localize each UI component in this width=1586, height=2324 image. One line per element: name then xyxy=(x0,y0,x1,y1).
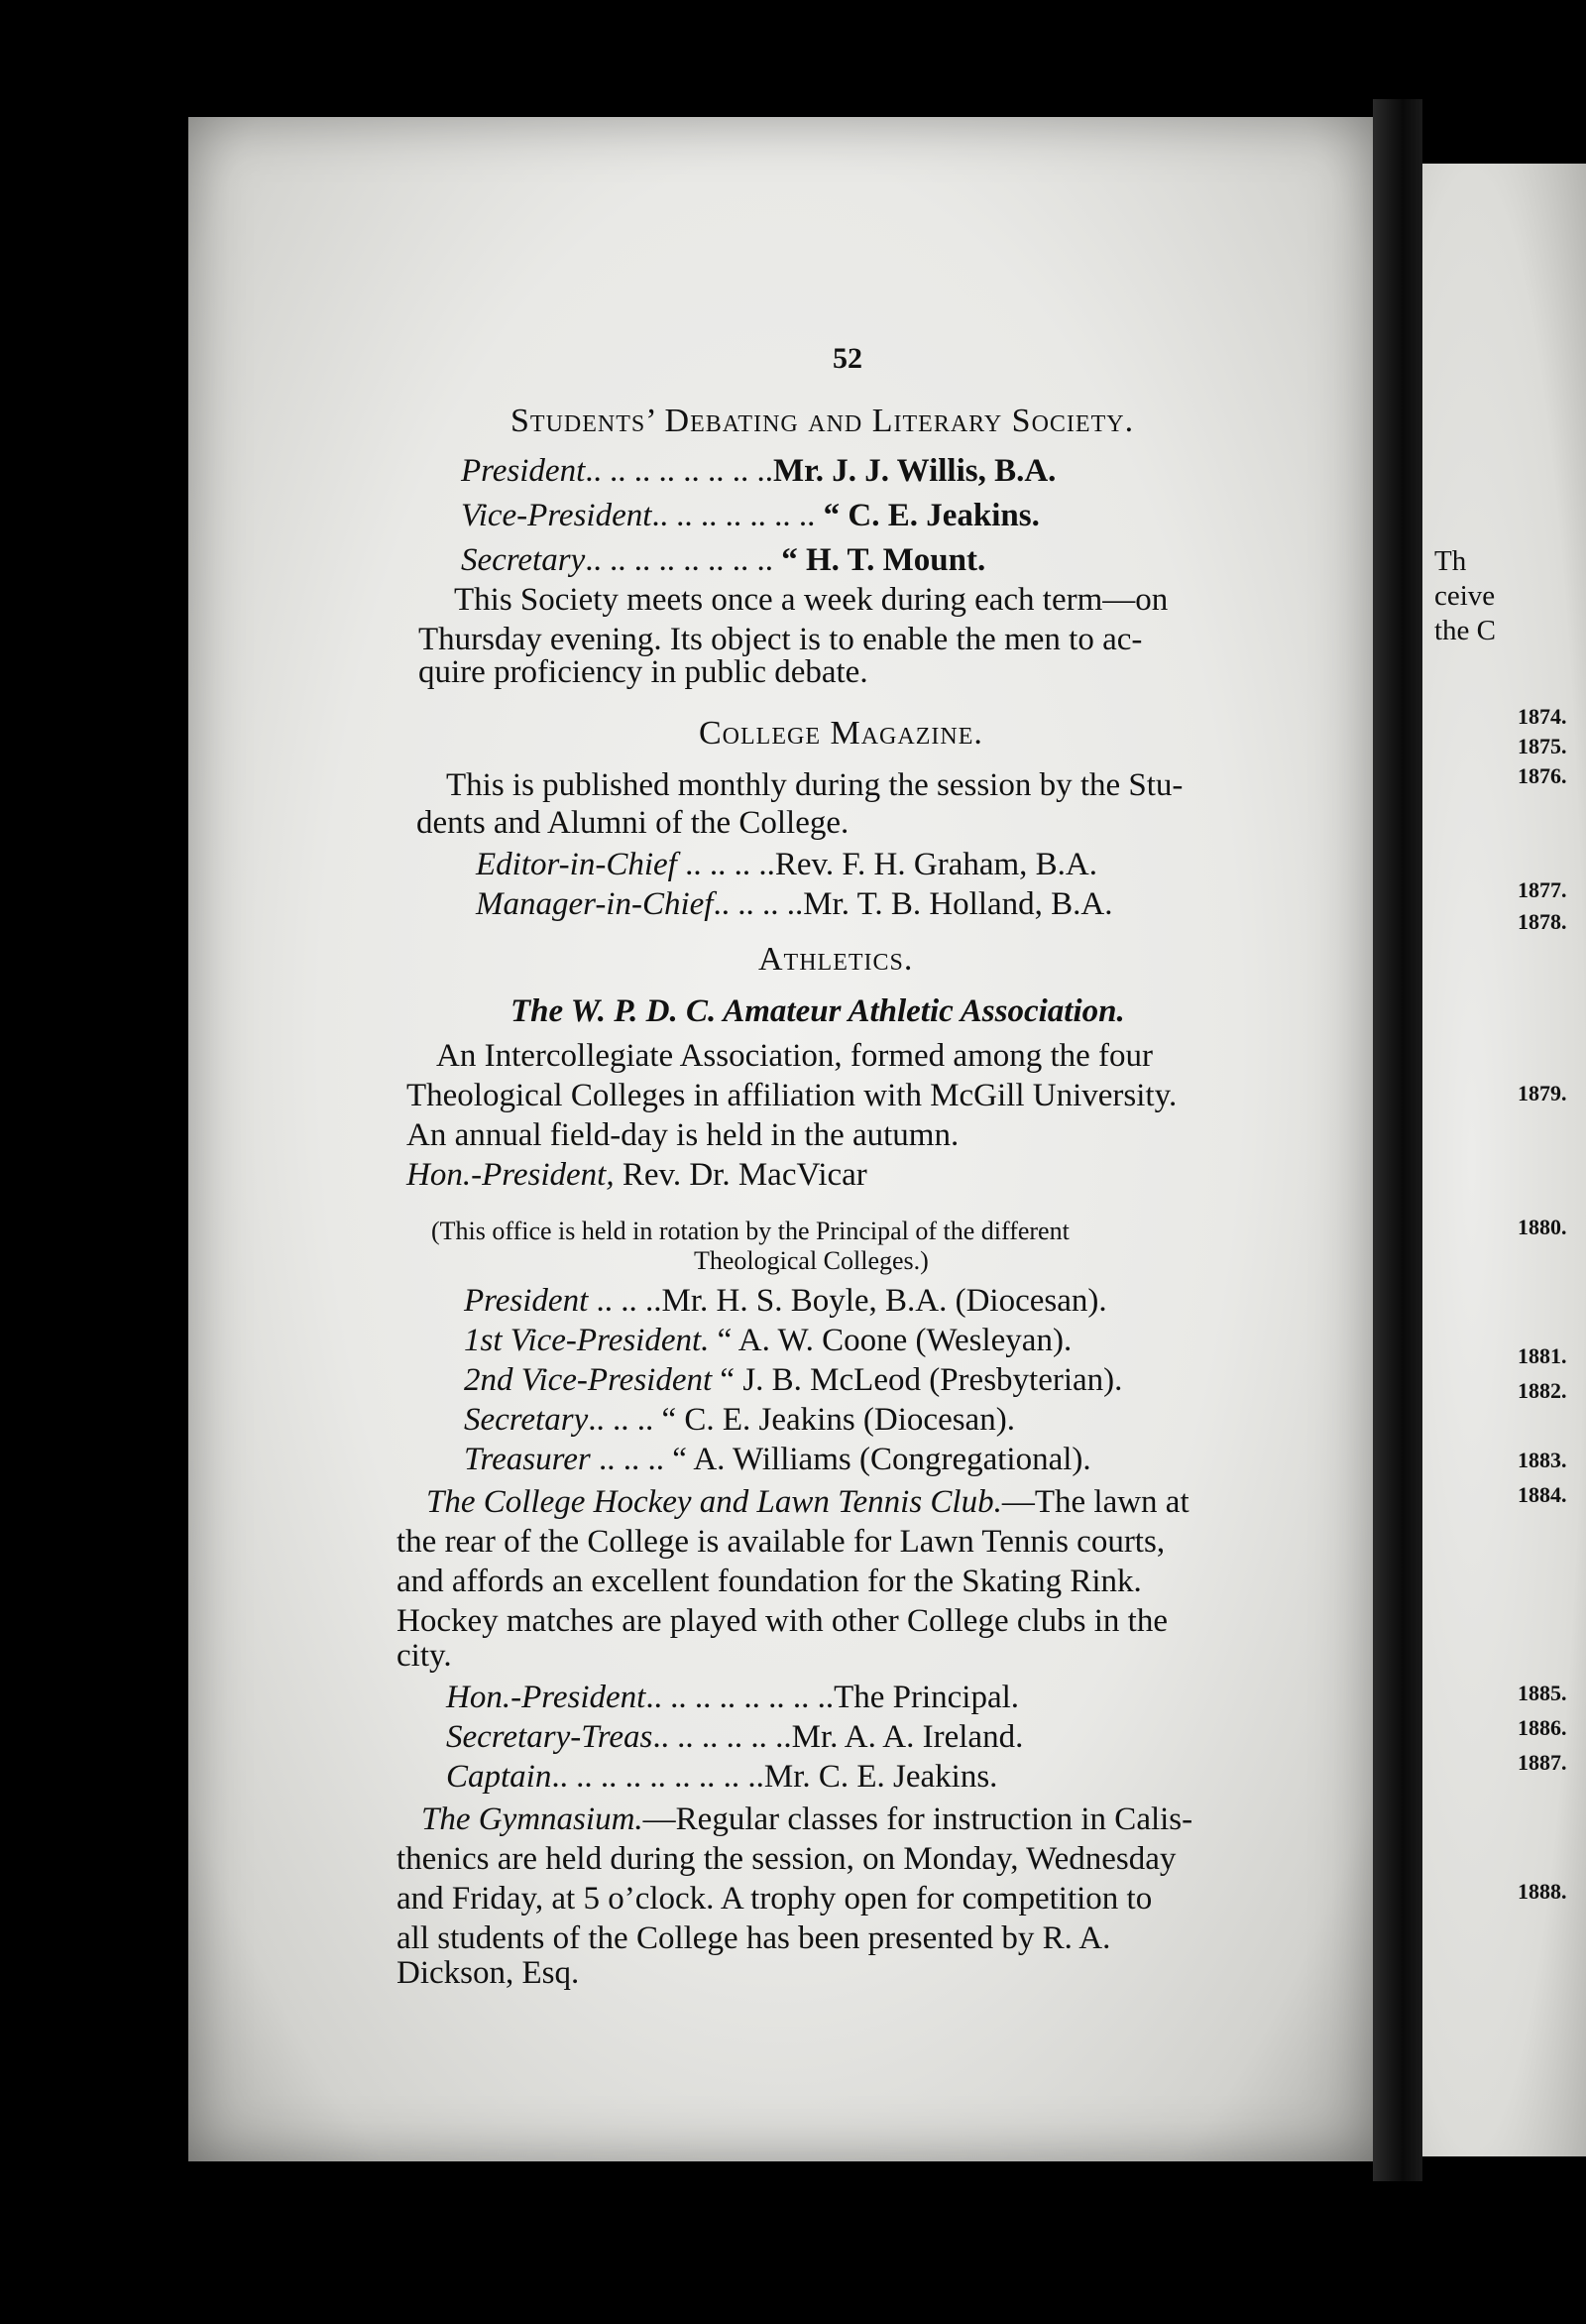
officer-name: Mr. C. E. Jeakins. xyxy=(763,1759,998,1795)
paragraph-line: Theological Colleges in affiliation with McGill University. xyxy=(406,1078,1178,1113)
officer-row xyxy=(464,1360,1122,1400)
officer-role: Editor-in-Chief xyxy=(476,847,677,882)
paragraph-line: This Society meets once a week during each term—on xyxy=(454,582,1169,618)
paragraph-line: dents and Alumni of the College. xyxy=(416,805,850,841)
officer-name: Rev. F. H. Graham, B.A. xyxy=(774,847,1098,882)
leader-dots: .. .. .. .. .. .. .. .. xyxy=(585,453,773,489)
officer-role: Secretary xyxy=(461,542,586,578)
officer-role: 1st Vice-President. xyxy=(464,1323,710,1358)
subsection-title: The W. P. D. C. Amateur Athletic Association. xyxy=(510,993,1125,1029)
leader-dots: .. .. .. .. .. .. xyxy=(652,1719,792,1755)
next-page-year: 1877. xyxy=(1518,877,1567,902)
paragraph-line: Thursday evening. Its object is to enable the men to ac- xyxy=(418,622,1143,657)
section-heading: Students’ Debating and Literary Society. xyxy=(510,403,1135,439)
paragraph-line: quire proficiency in public debate. xyxy=(418,654,868,690)
officer-name: Mr. T. B. Holland, B.A. xyxy=(803,886,1113,922)
officer-name: Mr. A. A. Ireland. xyxy=(791,1719,1024,1755)
officer-role: Vice-President xyxy=(461,498,652,533)
next-page-year: 1882. xyxy=(1518,1378,1567,1403)
next-page-year: 1876. xyxy=(1518,763,1567,788)
next-page-year: 1887. xyxy=(1518,1750,1567,1775)
officer-name: The Principal. xyxy=(834,1680,1020,1715)
next-page-year: 1875. xyxy=(1518,734,1567,758)
note-line: (This office is held in rotation by the Principal of the different xyxy=(431,1217,1070,1245)
subsection-title: The Gymnasium. xyxy=(421,1801,643,1837)
leader-dots: .. .. .. .. xyxy=(685,847,775,882)
paragraph-line: This is published monthly during the session by the Stu- xyxy=(446,767,1184,803)
paragraph-line: An Intercollegiate Association, formed among the four xyxy=(436,1038,1154,1074)
note-line: Theological Colleges.) xyxy=(694,1246,929,1275)
officer-name: “ A. W. Coone (Wesleyan). xyxy=(717,1323,1073,1358)
officer-name: “ C. E. Jeakins. xyxy=(823,498,1040,533)
subsection-title: The College Hockey and Lawn Tennis Club. xyxy=(426,1484,1002,1520)
next-page-year: 1888. xyxy=(1518,1879,1567,1904)
paragraph-line xyxy=(421,1800,1192,1839)
leader-dots: .. .. .. xyxy=(599,1442,664,1477)
officer-name: Mr. H. S. Boyle, B.A. (Diocesan). xyxy=(661,1283,1107,1319)
next-page-year: 1874. xyxy=(1518,704,1567,729)
officer-role: Secretary xyxy=(464,1402,589,1438)
officer-row xyxy=(461,451,1056,491)
leader-dots: .. .. .. .. .. .. .. xyxy=(651,498,816,533)
officer-row xyxy=(464,1281,1107,1321)
officer-name: “ A. Williams (Congregational). xyxy=(672,1442,1091,1477)
next-page-year: 1881. xyxy=(1518,1343,1567,1368)
next-page-fragment: Th xyxy=(1434,545,1467,577)
next-page-year: 1886. xyxy=(1518,1715,1567,1740)
officer-role: Hon.-President xyxy=(446,1680,646,1715)
officer-name: “ J. B. McLeod (Presbyterian). xyxy=(720,1362,1123,1398)
next-page-year: 1885. xyxy=(1518,1681,1567,1705)
leader-dots: .. .. .. .. .. .. .. .. .. xyxy=(551,1759,764,1795)
officer-role: 2nd Vice-President xyxy=(464,1362,713,1398)
next-page-year: 1878. xyxy=(1518,909,1567,934)
officer-row xyxy=(464,1321,1072,1360)
officer-row xyxy=(464,1440,1091,1479)
paragraph-line xyxy=(426,1482,1190,1522)
paragraph-line: all students of the College has been presented by R. A. xyxy=(396,1920,1111,1956)
page-number: 52 xyxy=(833,342,862,375)
officer-row xyxy=(476,884,1113,924)
officer-name: “ H. T. Mount. xyxy=(781,542,986,578)
paragraph-line: Hockey matches are played with other College clubs in the xyxy=(396,1603,1168,1639)
officer-row xyxy=(461,496,1040,535)
leader-dots: .. .. .. .. .. .. .. .. xyxy=(645,1680,835,1715)
officer-role: Captain xyxy=(446,1759,552,1795)
officer-row xyxy=(406,1155,867,1195)
officer-row xyxy=(446,1757,997,1797)
officer-role: Secretary-Treas xyxy=(446,1719,653,1755)
section-heading: College Magazine. xyxy=(699,715,983,752)
next-page-year: 1884. xyxy=(1518,1482,1567,1507)
adjacent-page xyxy=(1422,164,1586,2156)
leader-dots: .. .. .. .. xyxy=(713,886,804,922)
officer-row xyxy=(461,540,985,580)
paragraph-line: thenics are held during the session, on Monday, Wednesday xyxy=(396,1841,1177,1877)
next-page-year: 1883. xyxy=(1518,1448,1567,1472)
officer-role: Hon.-President, xyxy=(406,1157,615,1193)
leader-dots: .. .. .. .. .. .. .. .. xyxy=(585,542,773,578)
officer-row xyxy=(446,1717,1023,1757)
leader-dots: .. .. .. xyxy=(588,1402,654,1438)
paragraph-line: the rear of the College is available for Lawn Tennis courts, xyxy=(396,1524,1166,1560)
paragraph-line: city. xyxy=(396,1638,452,1674)
paragraph-line: Dickson, Esq. xyxy=(396,1955,580,1991)
leader-dots: .. .. .. xyxy=(596,1283,662,1319)
officer-role: President xyxy=(461,453,586,489)
paragraph-line: An annual field-day is held in the autumn. xyxy=(406,1117,960,1153)
paragraph-text: —The lawn at xyxy=(1001,1484,1190,1520)
paragraph-text: —Regular classes for instruction in Calis- xyxy=(642,1801,1193,1837)
officer-name: Mr. J. J. Willis, B.A. xyxy=(773,453,1057,489)
officer-row xyxy=(464,1400,1015,1440)
next-page-year: 1880. xyxy=(1518,1215,1567,1239)
paragraph-line: and Friday, at 5 o’clock. A trophy open for competition to xyxy=(396,1881,1153,1917)
paragraph-line: and affords an excellent foundation for the Skating Rink. xyxy=(396,1564,1142,1599)
section-heading: Athletics. xyxy=(758,941,914,978)
officer-role: Manager-in-Chief xyxy=(476,886,714,922)
officer-row xyxy=(446,1678,1019,1717)
officer-role: President xyxy=(464,1283,589,1319)
next-page-year: 1879. xyxy=(1518,1081,1567,1105)
next-page-fragment: ceive xyxy=(1434,580,1496,612)
next-page-fragment: the C xyxy=(1434,615,1497,646)
officer-name: Rev. Dr. MacVicar xyxy=(622,1157,867,1193)
book-spine xyxy=(1373,99,1422,2181)
officer-role: Treasurer xyxy=(464,1442,591,1477)
officer-name: “ C. E. Jeakins (Diocesan). xyxy=(661,1402,1015,1438)
officer-row xyxy=(476,845,1097,884)
